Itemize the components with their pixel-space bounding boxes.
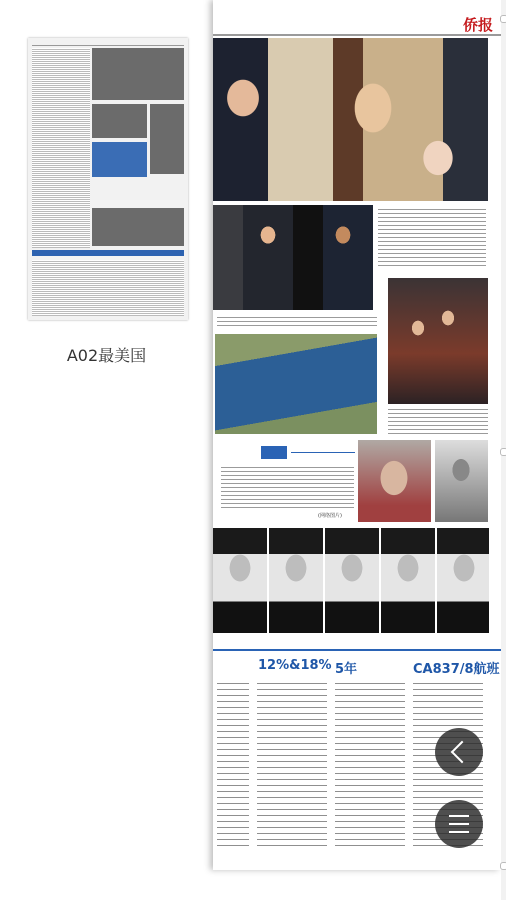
menu-button[interactable]	[435, 800, 483, 848]
thumbnail-photo	[92, 104, 147, 138]
thumbnail-panel	[0, 0, 213, 900]
photo-caption	[217, 314, 377, 328]
stat-heading: 12%&18%	[258, 658, 332, 673]
stat-heading: 5年	[335, 662, 358, 677]
menu-icon	[449, 815, 469, 833]
portrait-photo	[381, 528, 435, 633]
back-button[interactable]	[435, 728, 483, 776]
thumbnail-stats-bar	[32, 250, 184, 256]
page-label[interactable]: A02最美国	[66, 346, 147, 365]
edge-marker	[500, 448, 506, 456]
portrait-photo	[213, 528, 267, 633]
article-column	[335, 678, 405, 848]
photo-rolling-stones	[388, 278, 488, 404]
page-thumbnail[interactable]	[28, 38, 188, 320]
photo-portrait	[435, 440, 488, 522]
thumbnail-photo	[150, 104, 184, 174]
thumbnail-text	[32, 48, 90, 248]
edge-marker	[500, 862, 506, 870]
masthead: 侨报	[462, 16, 493, 34]
thumbnail-photo	[92, 208, 184, 246]
header-rule	[213, 34, 501, 36]
article-text	[378, 206, 486, 268]
photo-credit: (网络图片)	[318, 513, 342, 519]
article-text	[221, 464, 354, 508]
stats-rule	[213, 649, 501, 651]
edge-marker	[500, 15, 506, 23]
section-rule	[291, 452, 355, 453]
portrait-photo	[325, 528, 379, 633]
stat-heading: CA837/8航班	[413, 662, 500, 677]
portrait-photo	[437, 528, 489, 633]
chevron-left-icon	[451, 741, 474, 764]
thumbnail-text	[32, 260, 184, 316]
photo-mugshot	[358, 440, 431, 522]
photo-handshake	[213, 205, 373, 310]
thumbnail-photo	[92, 48, 184, 100]
thumbnail-photo	[92, 142, 147, 177]
article-column	[217, 678, 249, 848]
photo-caption	[388, 406, 488, 434]
photo-river	[215, 334, 377, 434]
photo-kennedy-family	[213, 38, 488, 201]
thumbnail-header	[32, 40, 184, 46]
section-tag	[261, 446, 287, 459]
portrait-photo	[269, 528, 323, 633]
article-column	[257, 678, 327, 848]
